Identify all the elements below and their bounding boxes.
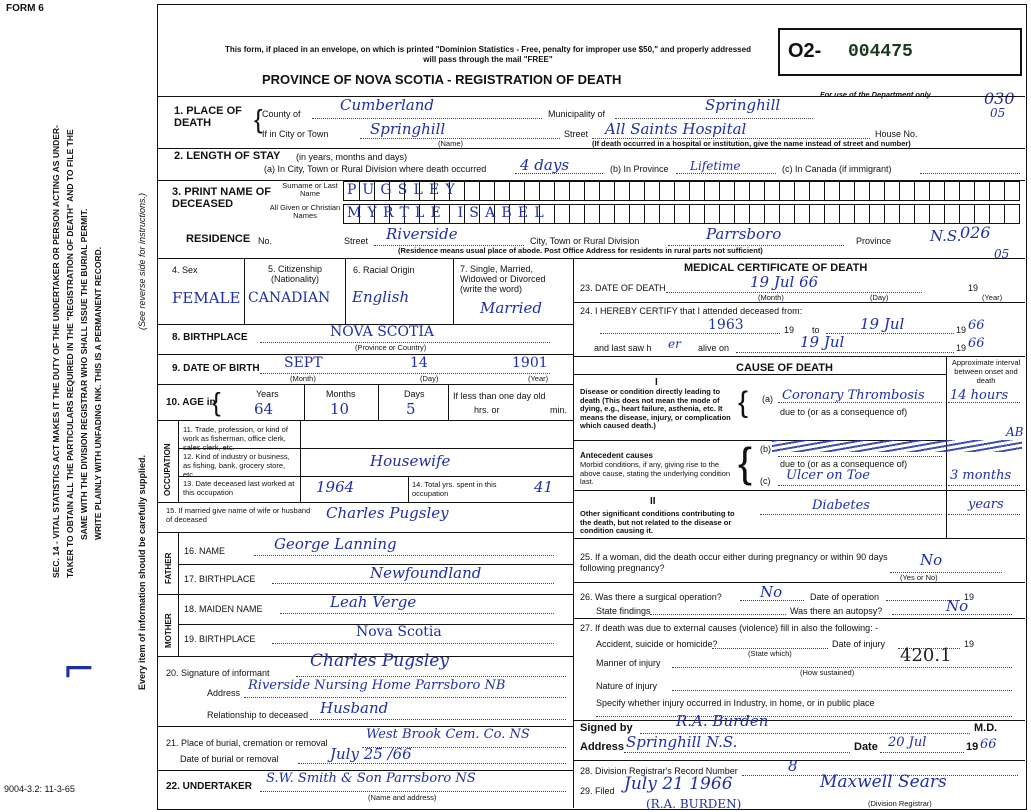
q25-sub: (Yes or No)	[900, 573, 938, 582]
cause-brace-2: {	[738, 439, 753, 486]
q29-value: July 21 1966	[624, 774, 733, 794]
marital-label: 7. Single, Married, Widowed or Divorced (write the word)	[460, 264, 546, 294]
q19-value: Nova Scotia	[356, 624, 442, 640]
dept-code-1: 030	[984, 89, 1015, 108]
dob-month: SEPT	[284, 355, 323, 371]
accident-label: Accident, suicide or homicide?	[596, 639, 718, 649]
injury-year-prefix: 19	[964, 639, 975, 649]
roman-one: I	[655, 377, 658, 388]
dept-code-4: 05	[994, 247, 1010, 261]
last-saw-label: and last saw h	[594, 343, 652, 353]
residence-no-label: No.	[258, 236, 273, 246]
q21-value: West Brook Cem. Co. NS	[366, 727, 530, 742]
father-label: FATHER	[164, 552, 173, 584]
stay-b-label: (b) In Province	[610, 164, 669, 174]
birthplace-value: NOVA SCOTIA	[330, 324, 434, 340]
q24-from: 1963	[708, 317, 744, 333]
q21-label: 21. Place of burial, cremation or removal	[166, 738, 328, 748]
cause-b-scribble	[772, 440, 1022, 452]
q24-to: 19 Jul	[860, 315, 905, 333]
antecedent-label: Antecedent causes	[580, 451, 653, 460]
antecedent-text: Morbid conditions, if any, giving rise to the above cause, stating the underlying condition last.	[580, 460, 731, 486]
registration-number: 004475	[848, 42, 913, 62]
q23-label: 23. DATE OF DEATH	[580, 283, 666, 293]
due-to-1: due to (or as a consequence of)	[780, 407, 908, 417]
brace-1: {	[254, 104, 263, 134]
signed-label: Signed by	[580, 722, 633, 734]
footer-code: 9004-3.2: 11-3-65	[4, 784, 75, 794]
cause-c-value: Ulcer on Toe	[786, 468, 870, 483]
alive-year: 66	[968, 336, 985, 351]
side-text-5: (See reverse side for instructions.)	[137, 192, 147, 330]
county-value: Cumberland	[340, 96, 435, 114]
q23-year-prefix: 19	[968, 283, 979, 293]
q16-label: 16. NAME	[184, 546, 226, 556]
hospital-note: (If death occurred in a hospital or institution, give the name instead of street and number)	[592, 139, 911, 148]
statistics-code: 420.1	[900, 645, 952, 666]
q23-year-sub: (Year)	[982, 293, 1003, 302]
q20-label: 20. Signature of informant	[166, 668, 270, 678]
stay-a-value: 4 days	[520, 156, 570, 174]
racial-value: English	[352, 288, 410, 306]
autopsy-value: No	[946, 597, 969, 615]
burden-stamp: (R.A. BURDEN)	[646, 797, 742, 811]
street-value: All Saints Hospital	[605, 120, 747, 138]
deceased-name-label: 3. PRINT NAME OF DECEASED	[172, 186, 272, 210]
q22-sub: (Name and address)	[368, 793, 437, 802]
birthplace-sub: (Province or Country)	[355, 343, 427, 352]
citizenship-value: CANADIAN	[248, 290, 331, 306]
sex-label: 4. Sex	[172, 265, 198, 275]
county-label: County of	[262, 109, 301, 119]
due-to-2: due to (or as a consequence of)	[780, 459, 908, 469]
interval-heading: Approximate interval between onset and death	[951, 358, 1021, 385]
house-no-label: House No.	[875, 129, 918, 139]
doctor-date-value: 20 Jul	[888, 735, 927, 750]
dob-label: 9. DATE OF BIRTH	[172, 363, 260, 374]
cause-b-label: (b)	[760, 444, 771, 454]
hrs-label: hrs. or	[474, 405, 500, 415]
q19-label: 19. BIRTHPLACE	[184, 634, 256, 644]
dept-use-label: For use of the Department only	[820, 90, 931, 99]
dob-day: 14	[410, 355, 428, 371]
relationship-label: Relationship to deceased	[207, 710, 309, 720]
q23-day-sub: (Day)	[870, 293, 889, 302]
other-interval: years	[968, 497, 1004, 512]
roman-two: II	[650, 496, 656, 507]
alive-on-value: 19 Jul	[800, 333, 845, 351]
stay-c-label: (c) In Canada (if immigrant)	[782, 164, 892, 174]
q26-date-label: Date of operation	[810, 592, 880, 602]
stay-b-value: Lifetime	[690, 159, 741, 173]
manner-label: Manner of injury	[596, 658, 661, 668]
municipality-value: Springhill	[705, 96, 781, 114]
state-which-sub: (State which)	[748, 649, 792, 658]
q14-label: 14. Total yrs. spent in this occupation	[412, 480, 497, 498]
registration-prefix: O2-	[788, 40, 822, 62]
residence-city-value: Parrsboro	[706, 225, 782, 243]
residence-street-value: Riverside	[386, 225, 458, 243]
q24-from-year: 19	[784, 325, 795, 335]
residence-note: (Residence means usual place of abode. Post Office Address for residents in rural parts not sufficient)	[398, 246, 763, 255]
q15-value: Charles Pugsley	[326, 504, 449, 522]
length-of-stay-label: 2. LENGTH OF STAY	[174, 150, 281, 162]
occupation-label: OCCUPATION	[163, 443, 172, 496]
street-label: Street	[564, 129, 589, 139]
initials: AB	[1006, 425, 1024, 439]
city-label: If in City or Town	[262, 129, 329, 139]
registrar-signature: Maxwell Sears	[820, 772, 947, 792]
min-label: min.	[550, 405, 568, 415]
other-value: Diabetes	[812, 498, 870, 513]
age-brace: {	[212, 387, 221, 417]
signed-value: R.A. Burden	[676, 712, 769, 730]
last-saw-pronoun: er	[668, 337, 681, 351]
burial-date-value: July 25 /66	[330, 745, 412, 763]
dob-year: 1901	[512, 355, 548, 371]
dob-year-sub: (Year)	[528, 374, 549, 383]
q26-label: 26. Was there a surgical operation?	[580, 592, 722, 602]
how-sustained-sub: (How sustained)	[800, 668, 855, 677]
municipality-label: Municipality of	[548, 109, 606, 119]
age-years-label: Years	[256, 389, 279, 399]
cause-a-value: Coronary Thrombosis	[782, 388, 925, 403]
interval-c: 3 months	[950, 468, 1012, 483]
age-days-value: 5	[406, 400, 416, 418]
citizenship-label: 5. Citizenship (Nationality)	[267, 264, 323, 284]
dob-day-sub: (Day)	[420, 374, 439, 383]
q18-label: 18. MAIDEN NAME	[184, 604, 263, 614]
registrar-sub: (Division Registrar)	[868, 799, 932, 808]
side-text-6: Every item of information should be carefully supplied.	[137, 454, 147, 690]
doctor-date-year: 66	[980, 737, 997, 752]
residence-label: RESIDENCE	[186, 233, 251, 245]
dept-code-3: 026	[960, 223, 991, 242]
specify-label: Specify whether injury occurred in Industry, in home, or in public place	[596, 698, 875, 708]
birthplace-label: 8. BIRTHPLACE	[172, 332, 248, 343]
q22-label: 22. UNDERTAKER	[166, 781, 252, 792]
alive-year-prefix: 19	[956, 343, 967, 353]
margin-mark: ⌐	[62, 647, 96, 693]
q24-to-label: to	[812, 325, 820, 335]
q23-value: 19 Jul 66	[750, 273, 819, 291]
alive-on-label: alive on	[698, 343, 730, 353]
doctor-date-year-prefix: 19	[966, 741, 979, 753]
cause-a-label: (a)	[762, 394, 773, 404]
interval-a: 14 hours	[950, 388, 1009, 403]
q22-value: S.W. Smith & Son Parrsboro NS	[266, 771, 476, 786]
medical-heading: MEDICAL CERTIFICATE OF DEATH	[684, 262, 868, 274]
q13-value: 1964	[316, 478, 355, 496]
residence-province-value: N.S.	[930, 227, 962, 245]
q26-value: No	[760, 583, 783, 601]
place-of-death-label: 1. PLACE OF DEATH	[174, 105, 242, 129]
residence-province-label: Province	[856, 236, 892, 246]
q17-value: Newfoundland	[370, 564, 482, 582]
q17-label: 17. BIRTHPLACE	[184, 574, 256, 584]
relationship-value: Husband	[320, 699, 389, 717]
q14-value: 41	[534, 478, 554, 496]
q25-label: 25. If a woman, did the death occur either during pregnancy or within 90 days following pregnancy?	[580, 552, 888, 573]
residence-street-label: Street	[344, 236, 369, 246]
doctor-address-value: Springhill N.S.	[626, 733, 738, 751]
racial-label: 6. Racial Origin	[353, 265, 415, 275]
cause-c-label: (c)	[760, 476, 771, 486]
q28-value: 8	[788, 757, 798, 775]
marital-value: Married	[480, 299, 542, 317]
age-months-value: 10	[330, 400, 350, 418]
surname-value: PUGSLEY	[347, 182, 461, 198]
state-findings-label: State findings	[596, 606, 651, 616]
form-title: PROVINCE OF NOVA SCOTIA - REGISTRATION OF DEATH	[262, 72, 622, 87]
form-number: FORM 6	[6, 3, 44, 14]
q12-value: Housewife	[370, 452, 451, 470]
q18-value: Leah Verge	[330, 593, 417, 611]
sex-value: FEMALE	[172, 289, 241, 307]
autopsy-label: Was there an autopsy?	[790, 606, 883, 616]
doctor-address-label: Address	[580, 741, 625, 753]
stay-a-label: (a) In City, Town or Rural Division where death occurred	[264, 164, 487, 174]
residence-city-label: City, Town or Rural Division	[530, 236, 640, 246]
informant-address-label: Address	[207, 688, 241, 698]
nature-label: Nature of injury	[596, 681, 658, 691]
doctor-date-label: Date	[854, 741, 878, 753]
age-label: 10. AGE in	[166, 397, 216, 408]
q12-label: 12. Kind of industry or business, as fishing, bank, grocery store, etc.	[183, 452, 290, 479]
age-years-value: 64	[254, 400, 274, 418]
side-text-1: SEC. 14 - VITAL STATISTICS ACT MAKES IT THE DUTY OF THE UNDERTAKER OR PERSON ACTING AS UNDER-	[51, 125, 61, 578]
cause-brace-1: {	[738, 386, 749, 419]
less-day-label: If less than one day old	[453, 391, 546, 401]
age-days-label: Days	[404, 389, 425, 399]
given-label: All Given or Christian Names	[269, 203, 341, 220]
side-text-4: WRITE PLAINLY WITH UNFADING INK. THIS IS A PERMANENT RECORD.	[93, 246, 103, 540]
burial-date-label: Date of burial or removal	[180, 754, 279, 764]
surname-label: Surname or Last Name	[282, 181, 338, 198]
side-text-2: TAKER TO OBTAIN ALL THE PARTICULARS REQUIRED IN THE "REGISTRATION OF DEATH" AND TO FILE THE	[65, 129, 75, 578]
q11-label: 11. Trade, profession, or kind of work as fisherman, office clerk, sales clerk, etc.	[183, 425, 288, 452]
q28-label: 28. Division Registrar's Record Number	[580, 766, 738, 776]
md-label: M.D.	[974, 722, 998, 734]
dept-code-2: 05	[990, 106, 1006, 120]
q15-label: 15. If married give name of wife or husband of deceased	[166, 506, 311, 524]
age-months-label: Months	[326, 389, 356, 399]
q23-month-sub: (Month)	[758, 293, 784, 302]
disease-text: Disease or condition directly leading to death (This does not mean the mode of dying, e.g., heart failure, asthenia, etc. It means the disease, injury, or complication which caused death.)	[580, 387, 731, 430]
city-name-sub: (Name)	[438, 139, 464, 148]
side-text-3: SAME WITH THE DIVISION REGISTRAR WHO SHALL ISSUE THE BURIAL PERMIT.	[79, 208, 89, 540]
q24-label: 24. I HEREBY CERTIFY that I attended deceased from:	[580, 306, 803, 316]
q16-value: George Lanning	[274, 535, 397, 553]
q13-label: 13. Date deceased last worked at this occupation	[183, 479, 295, 497]
informant-address: Riverside Nursing Home Parrsboro NB	[248, 678, 506, 693]
other-text: Other significant conditions contributing to the death, but not related to the disease or condition causing it.	[580, 509, 735, 535]
informant-signature: Charles Pugsley	[310, 651, 449, 671]
mailing-notice: This form, if placed in an envelope, on which is printed "Dominion Statistics - Free, penalty for improper use $50," and properly addressed will pass through the mail "FREE"	[225, 45, 751, 64]
q24-to-year-prefix: 19	[956, 325, 967, 335]
q25-value: No	[920, 551, 943, 569]
city-value: Springhill	[370, 120, 446, 138]
q29-label: 29. Filed	[580, 786, 615, 796]
cause-heading: CAUSE OF DEATH	[736, 362, 833, 374]
mother-label: MOTHER	[164, 613, 173, 648]
given-name-value: MYRTLE ISABEL	[347, 205, 550, 221]
q26-year-prefix: 19	[964, 592, 975, 602]
length-of-stay-sub: (in years, months and days)	[296, 152, 408, 162]
q27-label: 27. If death was due to external causes (violence) fill in also the following: -	[580, 623, 879, 633]
dob-month-sub: (Month)	[290, 374, 316, 383]
q24-to-year: 66	[968, 318, 985, 333]
injury-date-label: Date of injury	[832, 639, 886, 649]
